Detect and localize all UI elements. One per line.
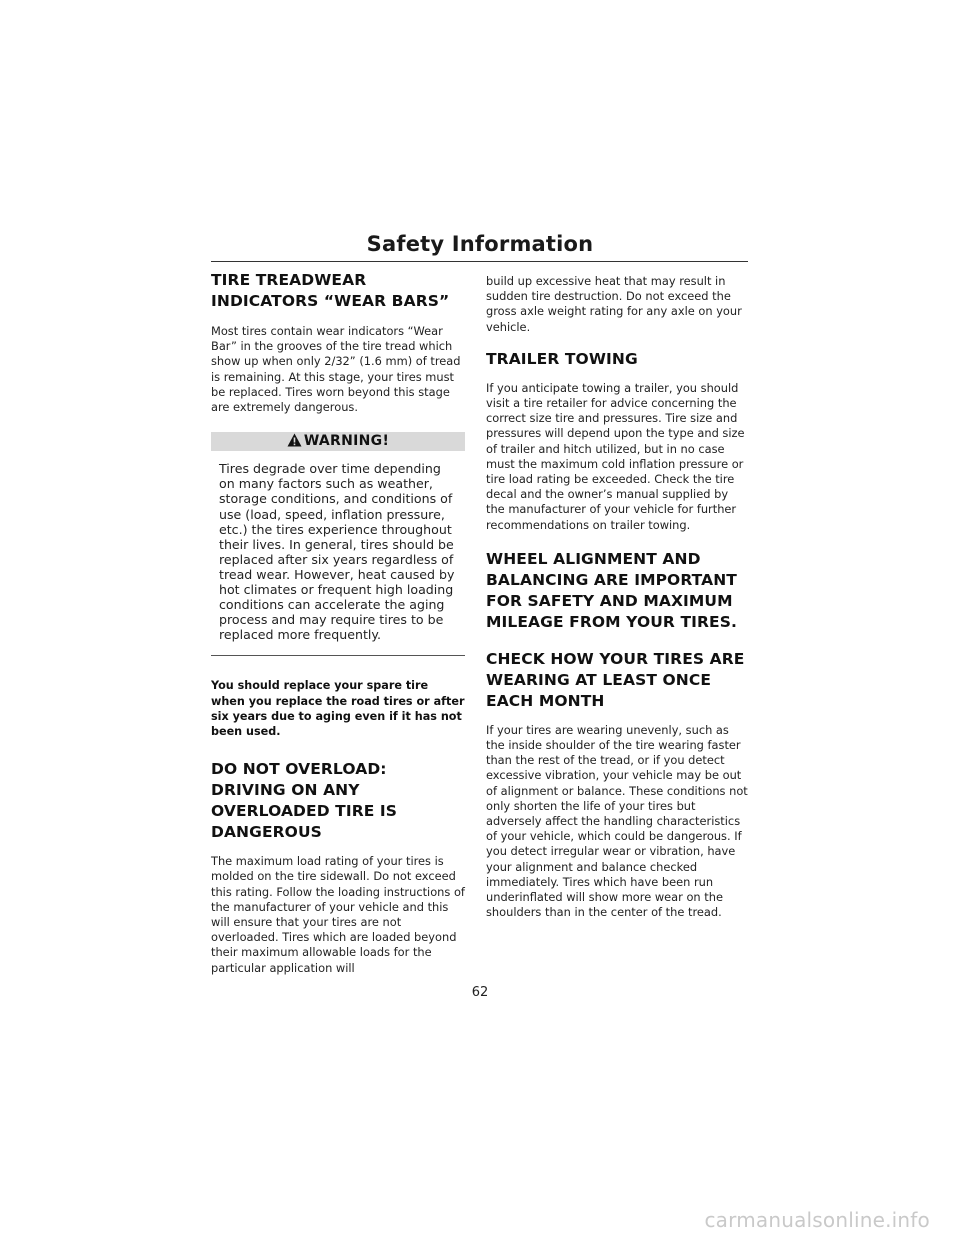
page-title: Safety Information xyxy=(366,232,594,256)
paragraph-treadwear: Most tires contain wear indicators “Wear Bar” in the grooves of the tire tread which show up when only 2/32” (1.6 mm) of tread is remaining. At this stage, your tires must be replaced. Tires worn beyond this stage are extremely dangerous. xyxy=(211,324,461,415)
warning-divider xyxy=(211,655,465,656)
heading-do-not-overload: DO NOT OVERLOAD: DRIVING ON ANY OVERLOADED TIRE IS DANGEROUS xyxy=(211,760,398,842)
paragraph-overload-continued: build up excessive heat that may result in sudden tire destruction. Do not exceed the gross axle weight rating for any axle on your vehicle. xyxy=(486,274,742,334)
paragraph-overload: The maximum load rating of your tires is molded on the tire sidewall. Do not exceed this rating. Follow the loading instructions of the manufacturer of your vehicle and this will ensure that your tires are not overloaded. Tires which are loaded beyond their maximum allowable loads for the particular application will xyxy=(211,854,465,975)
paragraph-trailer-towing: If you anticipate towing a trailer, you should visit a tire retailer for advice concerning the correct size tire and pressures. Tire size and pressures will depend upon the type and size of trailer and hitch utilized, but in no case must the maximum cold inflation pressure or tire load rating be exceeded. Check the tire decal and the owner’s manual supplied by the manufacturer of your vehicle for further recommendations on trailer towing. xyxy=(486,380,745,532)
warning-header xyxy=(211,432,465,451)
left-column xyxy=(211,270,465,976)
heading-check-tires: CHECK HOW YOUR TIRES ARE WEARING AT LEAST ONCE EACH MONTH xyxy=(486,649,745,710)
warning-text: Tires degrade over time depending on many factors such as weather, storage conditions, and conditions of use (load, speed, inflation pressure, etc.) the tires experience throughout their lives. In general, tires should be replaced after six years regardless of tread wear. However, heat caused by hot climates or frequent high loading conditions can accelerate the aging process and may require tires to be replaced more frequently. xyxy=(219,461,455,643)
spare-tire-note: You should replace your spare tire when you replace the road tires or after six years due to aging even if it has not been used. xyxy=(211,679,465,738)
warning-label: WARNING! xyxy=(303,433,390,450)
watermark-text: carmanualsonline.info xyxy=(704,1208,930,1232)
page-number: 62 xyxy=(471,985,489,1000)
heading-tire-treadwear: TIRE TREADWEAR INDICATORS “WEAR BARS” xyxy=(211,271,450,310)
warning-box xyxy=(211,432,465,656)
warning-triangle-icon xyxy=(287,433,302,447)
heading-wheel-alignment: WHEEL ALIGNMENT AND BALANCING ARE IMPORTANT FOR SAFETY AND MAXIMUM MILEAGE FROM YOUR TIRES. xyxy=(486,549,737,631)
right-column xyxy=(486,270,748,920)
heading-trailer-towing: TRAILER TOWING xyxy=(486,349,638,368)
paragraph-check-tires: If your tires are wearing unevenly, such as the inside shoulder of the tire wearing faster than the rest of the tread, or if you detect excessive vibration, your vehicle may be out of alignment or balance. These conditions not only shorten the life of your tires but adversely affect the handling characteristics of your vehicle, which could be dangerous. If you detect irregular wear or vibration, have your alignment and balance checked immediately. Tires which have been run underinflated will show more wear on the shoulders than in the center of the tread. xyxy=(486,722,748,920)
title-divider xyxy=(211,261,748,262)
